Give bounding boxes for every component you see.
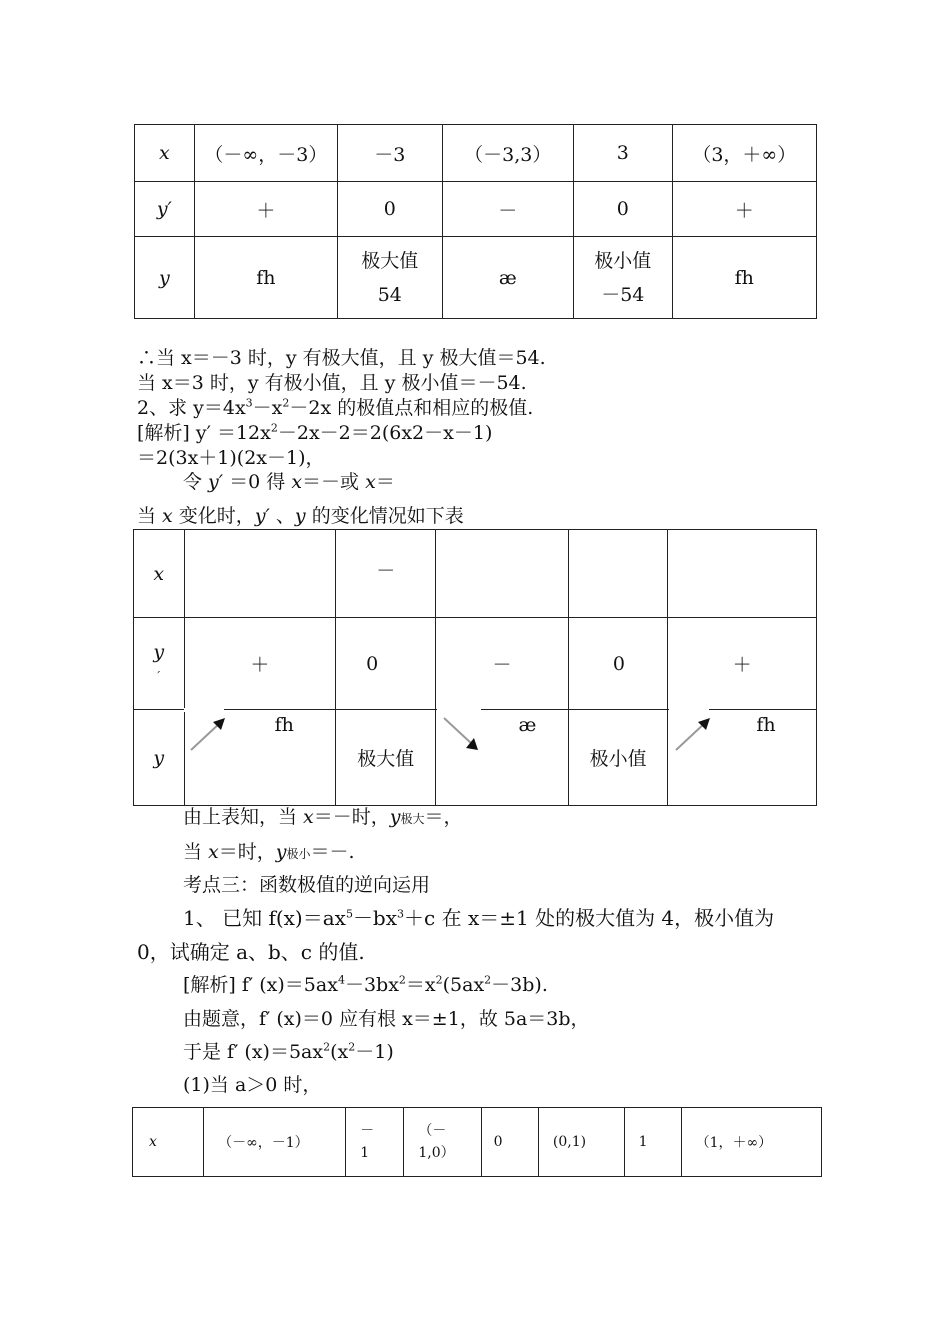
arrow-up-right-icon (187, 714, 229, 754)
cell: 0 (338, 182, 442, 237)
cell-line: － (360, 1123, 375, 1139)
cell (574, 237, 673, 319)
cell (338, 237, 442, 319)
superscript: 4 (337, 973, 345, 987)
text-line (183, 805, 463, 831)
subscript: 极大 (400, 812, 425, 826)
superscript: 5 (345, 907, 353, 921)
cell: y (135, 237, 195, 319)
text-span: ＝－或 (302, 471, 366, 493)
text-span: －bx (352, 906, 398, 930)
section-heading: 考点三：函数极值的逆向运用 (183, 874, 431, 896)
cell-text: fh (756, 714, 776, 736)
text-span: ＝0 得 (223, 471, 292, 493)
cell: （1，＋∞） (681, 1108, 821, 1177)
border-gap (669, 708, 709, 712)
cell: (0,1) (538, 1108, 624, 1177)
superscript: 2 (323, 1040, 331, 1054)
text-span: 令 (183, 471, 209, 493)
superscript: 2 (435, 973, 443, 987)
text-span: y (294, 505, 306, 527)
border-gap (184, 708, 224, 712)
cell: 0 (574, 182, 673, 237)
text-line: ∴当 x＝－3 时，y 有极大值，且 y 极大值＝54. (137, 347, 546, 369)
superscript: 3 (397, 907, 405, 921)
cell: 1 (624, 1108, 681, 1177)
table-1-row-dy (135, 182, 817, 237)
cell-line: 极大值 (361, 249, 419, 272)
text-span: 当 (183, 841, 209, 863)
text-span: 于是 f′ (x)＝5ax (183, 1041, 324, 1063)
cell: x (135, 125, 195, 182)
cell: 0 (568, 618, 668, 710)
cell-line: －54 (601, 283, 645, 306)
text-span: x (291, 471, 303, 493)
text-span: 由上表知，当 (183, 806, 304, 828)
text-line (183, 470, 395, 494)
cell-text: fh (274, 714, 294, 736)
cell: æ (442, 237, 573, 319)
text-line (183, 840, 355, 866)
text-span: [解析] y′ ＝12x (137, 422, 271, 444)
text-span: 、 (269, 505, 295, 527)
cell: x (133, 1108, 204, 1177)
superscript: 3 (245, 396, 253, 410)
text-span: ＝x (405, 974, 436, 996)
text-span: [解析] f′ (x)＝5ax (183, 974, 338, 996)
text-line: ＝2(3x＋1)(2x－1)， (137, 447, 325, 469)
text-span: x (303, 806, 314, 828)
cell-line: 1,0） (418, 1145, 455, 1161)
cell: （－3,3） (442, 125, 573, 182)
superscript: 2 (282, 396, 290, 410)
cell: － (442, 182, 573, 237)
text-line (137, 504, 464, 528)
cell-line: 1 (360, 1145, 370, 1161)
cell: 极大值 (336, 710, 436, 806)
text-span: ＝ (375, 471, 395, 493)
text-line (183, 906, 774, 930)
text-span: ＝－时， (313, 806, 390, 828)
cell-line: 极小值 (594, 249, 652, 272)
table-3 (132, 1107, 822, 1177)
cell (184, 710, 336, 806)
table-2-row-dy (134, 618, 817, 710)
cell: － (436, 618, 568, 710)
text-line (183, 1040, 394, 1064)
text-line: (1)当 a＞0 时， (183, 1074, 322, 1096)
text-line (137, 396, 533, 420)
cell (134, 618, 185, 710)
text-line: 0，试确定 a、b、c 的值. (137, 940, 365, 964)
text-span: ＝－. (310, 841, 355, 863)
cell-line: （－ (418, 1123, 447, 1139)
cell: fh (194, 237, 337, 319)
cell: 3 (574, 125, 673, 182)
text-span: 变化时， (172, 505, 255, 527)
cell-line: 54 (377, 283, 402, 306)
text-span: ＝， (424, 806, 463, 828)
text-line: 由题意，f′ (x)＝0 应有根 x＝±1，故 5a＝3b， (183, 1008, 590, 1030)
border-gap (437, 708, 481, 712)
text-span: ＋c 在 x＝±1 处的极大值为 4，极小值为 (404, 906, 775, 930)
cell: （－∞，－1） (204, 1108, 346, 1177)
table-1 (134, 124, 817, 319)
text-span: 的变化情况如下表 (305, 505, 464, 527)
cell: ＋ (672, 182, 816, 237)
text-span: x (208, 841, 219, 863)
cell: y (134, 710, 185, 806)
cell-text: æ (518, 714, 537, 736)
cell: 0 (481, 1108, 538, 1177)
cell (346, 1108, 404, 1177)
text-span: －3b). (491, 974, 548, 996)
cell: － (336, 530, 436, 618)
cell-line: y (153, 640, 165, 663)
text-span: y′ (254, 505, 270, 527)
text-line: 当 x＝3 时，y 有极小值，且 y 极小值＝－54. (137, 372, 527, 394)
text-span: (x (330, 1041, 349, 1063)
table-1-row-x (135, 125, 817, 182)
cell: 0 (336, 618, 436, 710)
cell: ＋ (184, 618, 336, 710)
arrow-up-right-icon (672, 714, 714, 754)
cell: x (134, 530, 185, 618)
table-2-row-y (134, 710, 817, 806)
text-span: (5ax (442, 974, 485, 996)
cell: （3，＋∞） (672, 125, 816, 182)
cell: （－∞，－3） (194, 125, 337, 182)
cell: ＋ (194, 182, 337, 237)
text-line (137, 421, 492, 445)
cell: y′ (135, 182, 195, 237)
cell (404, 1108, 481, 1177)
cell: ＋ (668, 618, 817, 710)
text-span: x (162, 505, 173, 527)
cell (436, 530, 568, 618)
text-span: y′ (208, 471, 224, 493)
text-span: 当 (137, 505, 163, 527)
cell: 极小值 (568, 710, 668, 806)
cell (668, 530, 817, 618)
table-3-row-x (133, 1108, 822, 1177)
text-span: x (365, 471, 376, 493)
cell (568, 530, 668, 618)
text-span: －3bx (344, 974, 399, 996)
text-span: 2、求 y＝4x (137, 397, 246, 419)
cell (668, 710, 817, 806)
cell: －3 (338, 125, 442, 182)
arrow-down-right-icon (440, 714, 482, 754)
cell (184, 530, 336, 618)
cell-line: ′ (157, 668, 161, 683)
cell (436, 710, 568, 806)
text-span: －2x 的极值点和相应的极值. (289, 397, 534, 419)
text-span: 1、 已知 f(x)＝ax (183, 906, 346, 930)
table-2 (133, 529, 817, 806)
text-span: y (389, 806, 401, 828)
text-span: －x (252, 397, 283, 419)
superscript: 2 (398, 973, 406, 987)
superscript: 2 (348, 1040, 356, 1054)
text-line (183, 973, 548, 997)
text-span: －1) (355, 1041, 394, 1063)
table-2-row-x (134, 530, 817, 618)
text-span: －2x－2＝2(6x2－x－1) (277, 422, 493, 444)
subscript: 极小 (286, 847, 311, 861)
cell: fh (672, 237, 816, 319)
table-1-row-y (135, 237, 817, 319)
text-span: y (275, 841, 287, 863)
superscript: 2 (484, 973, 492, 987)
text-span: ＝时， (218, 841, 276, 863)
superscript: 2 (270, 421, 278, 435)
